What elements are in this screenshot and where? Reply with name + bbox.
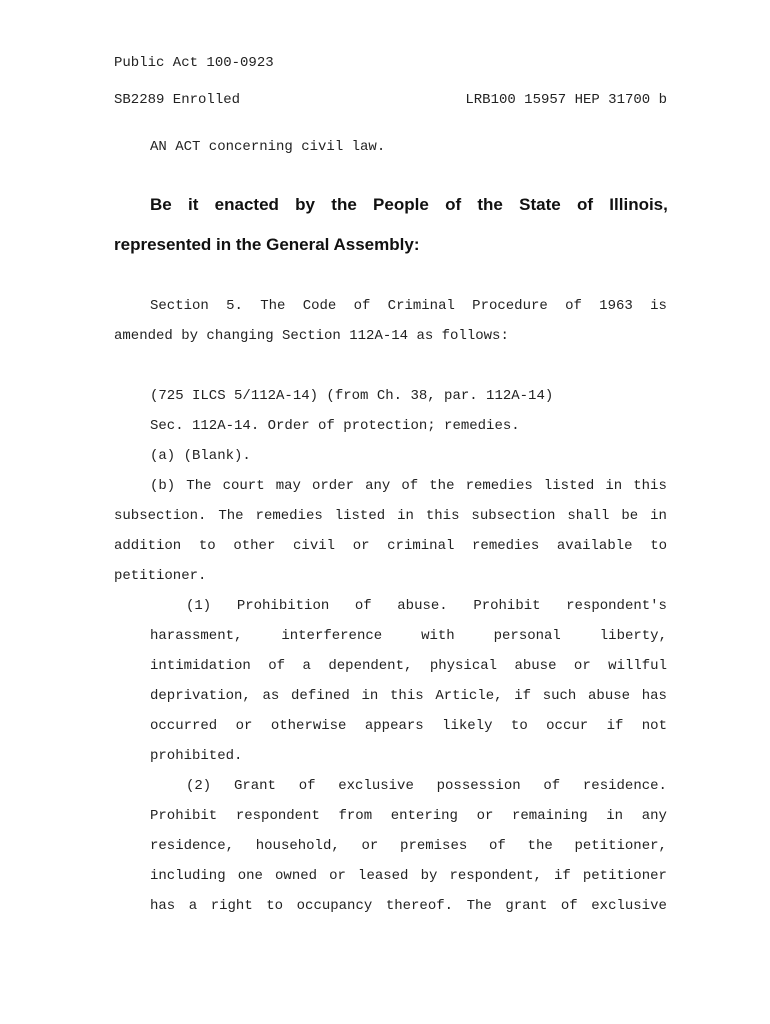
word: residence, [150,838,235,854]
word: the [477,195,503,214]
word: defined [291,688,350,704]
word: (b) [150,478,176,494]
word: 1963 [599,298,633,314]
word: by [295,195,316,214]
word: Procedure [472,298,548,314]
word: People [373,195,429,214]
word: has [641,688,667,704]
word: The [260,298,286,314]
word: addition [114,538,182,554]
word: including [150,868,226,884]
word: residence. [582,778,667,794]
word: of [489,838,506,854]
word: in [605,478,623,494]
word: entering [390,808,458,824]
lrb-number: LRB100 15957 HEP 31700 b [465,92,667,108]
word: one [237,868,263,884]
word: this [633,478,667,494]
word: possession [436,778,521,794]
word: of [543,778,561,794]
word: of [445,195,462,214]
word: (2) [186,778,212,794]
word: of [353,298,371,314]
word: if [553,868,571,884]
word: shall [567,508,610,524]
word: of [298,778,316,794]
item-1-line-4 [150,688,667,704]
word: Article, [435,688,503,704]
word: the [527,838,553,854]
statute-citation: (725 ILCS 5/112A-14) (from Ch. 38, par. 112A-14) [150,388,554,404]
word: Criminal [387,298,455,314]
word: enacted [214,195,279,214]
subsection-b-line-3 [114,538,667,554]
word: Illinois, [609,195,668,214]
word: (1) [186,598,212,614]
word: likely [442,718,493,734]
word: occurred [150,718,218,734]
word: abuse. [397,598,448,614]
word: or [573,658,591,674]
word: civil [293,538,336,554]
word: this [425,508,460,524]
word: abuse [514,658,557,674]
word: The [466,898,492,914]
word: Prohibit [473,598,541,614]
bill-number: SB2289 Enrolled [114,92,241,108]
item-1-line-3 [150,658,667,674]
act-title: AN ACT concerning civil law. [150,139,386,155]
word: a [188,898,198,914]
word: harassment, [150,628,243,644]
word: Prohibition [236,598,330,614]
word: of [576,195,594,214]
word: petitioner, [574,838,667,854]
word: to [266,898,284,914]
section-5-line-2: amended by changing Section 112A-14 as follows: [114,328,509,344]
word: with [421,628,455,644]
word: if [606,718,624,734]
item-1-line-5 [150,718,667,734]
word: liberty, [599,628,667,644]
item-2-line-2 [150,808,667,824]
word: from [338,808,373,824]
word: is [650,298,667,314]
word: of [565,298,582,314]
word: remedies [255,508,323,524]
word: grant [505,898,548,914]
section-heading: Sec. 112A-14. Order of protection; remedies. [150,418,520,434]
word: abuse [588,688,631,704]
word: not [641,718,667,734]
word: respondent [235,808,320,824]
word: in [606,808,624,824]
word: thereof. [385,898,454,914]
item-2-line-1 [186,778,667,794]
word: by [420,868,438,884]
subsection-b-line-2 [114,508,667,524]
item-1-line-1 [186,598,667,614]
word: any [365,478,391,494]
word: a [302,658,311,674]
item-2-line-4 [150,868,667,884]
subsection-a: (a) (Blank). [150,448,251,464]
item-1-line-6: prohibited. [150,748,243,764]
word: respondent, [449,868,542,884]
word: petitioner [582,868,667,884]
word: remaining [512,808,588,824]
word: such [542,688,577,704]
word: or [476,808,494,824]
subsection-b-line-1 [150,478,667,494]
word: exclusive [591,898,667,914]
word: leased [358,868,409,884]
word: may [275,478,301,494]
word: Code [302,298,337,314]
word: as [262,688,280,704]
word: owned [275,868,318,884]
word: premises [400,838,468,854]
word: or [361,838,379,854]
word: other [233,538,276,554]
word: or [235,718,253,734]
word: intimidation [150,658,251,674]
word: occur [546,718,589,734]
word: State [519,195,561,214]
word: court [222,478,265,494]
word: any [641,808,667,824]
item-1-line-2 [150,628,667,644]
word: appears [364,718,424,734]
item-2-line-3 [150,838,667,854]
word: household, [255,838,340,854]
word: The [186,478,212,494]
word: criminal [387,538,455,554]
word: Be [150,195,172,214]
enacting-clause-line-1 [150,197,668,213]
word: of [401,478,419,494]
subsection-b-line-4: petitioner. [114,568,207,584]
word: subsection. [114,508,207,524]
word: this [390,688,424,704]
word: respondent's [566,598,667,614]
word: 5. [226,298,243,314]
word: Section [150,298,209,314]
word: to [650,538,667,554]
word: of [354,598,372,614]
word: willful [608,658,667,674]
word: right [210,898,253,914]
word: of [268,658,286,674]
section-5-line-1 [150,298,667,314]
word: physical [429,658,498,674]
word: to [510,718,528,734]
word: Prohibit [150,808,218,824]
word: in [397,508,414,524]
word: exclusive [338,778,414,794]
word: if [514,688,532,704]
word: of [560,898,578,914]
word: be [621,508,639,524]
word: otherwise [270,718,347,734]
word: listed [543,478,595,494]
word: personal [493,628,561,644]
word: remedies [465,478,533,494]
word: it [188,195,199,214]
word: Grant [233,778,276,794]
word: listed [334,508,386,524]
word: occupancy [296,898,373,914]
word: available [556,538,633,554]
item-2-line-5 [150,898,667,914]
word: the [331,195,357,214]
word: deprivation, [150,688,251,704]
word: in [361,688,379,704]
word: interference [281,628,383,644]
word: or [352,538,370,554]
enacting-clause-line-2: represented in the General Assembly: [114,235,420,254]
word: remedies [472,538,540,554]
word: dependent, [328,658,413,674]
word: has [150,898,176,914]
word: in [650,508,667,524]
word: order [311,478,354,494]
word: to [198,538,216,554]
public-act-number: Public Act 100-0923 [114,55,274,71]
word: The [218,508,244,524]
word: subsection [471,508,556,524]
word: or [329,868,346,884]
word: the [429,478,455,494]
